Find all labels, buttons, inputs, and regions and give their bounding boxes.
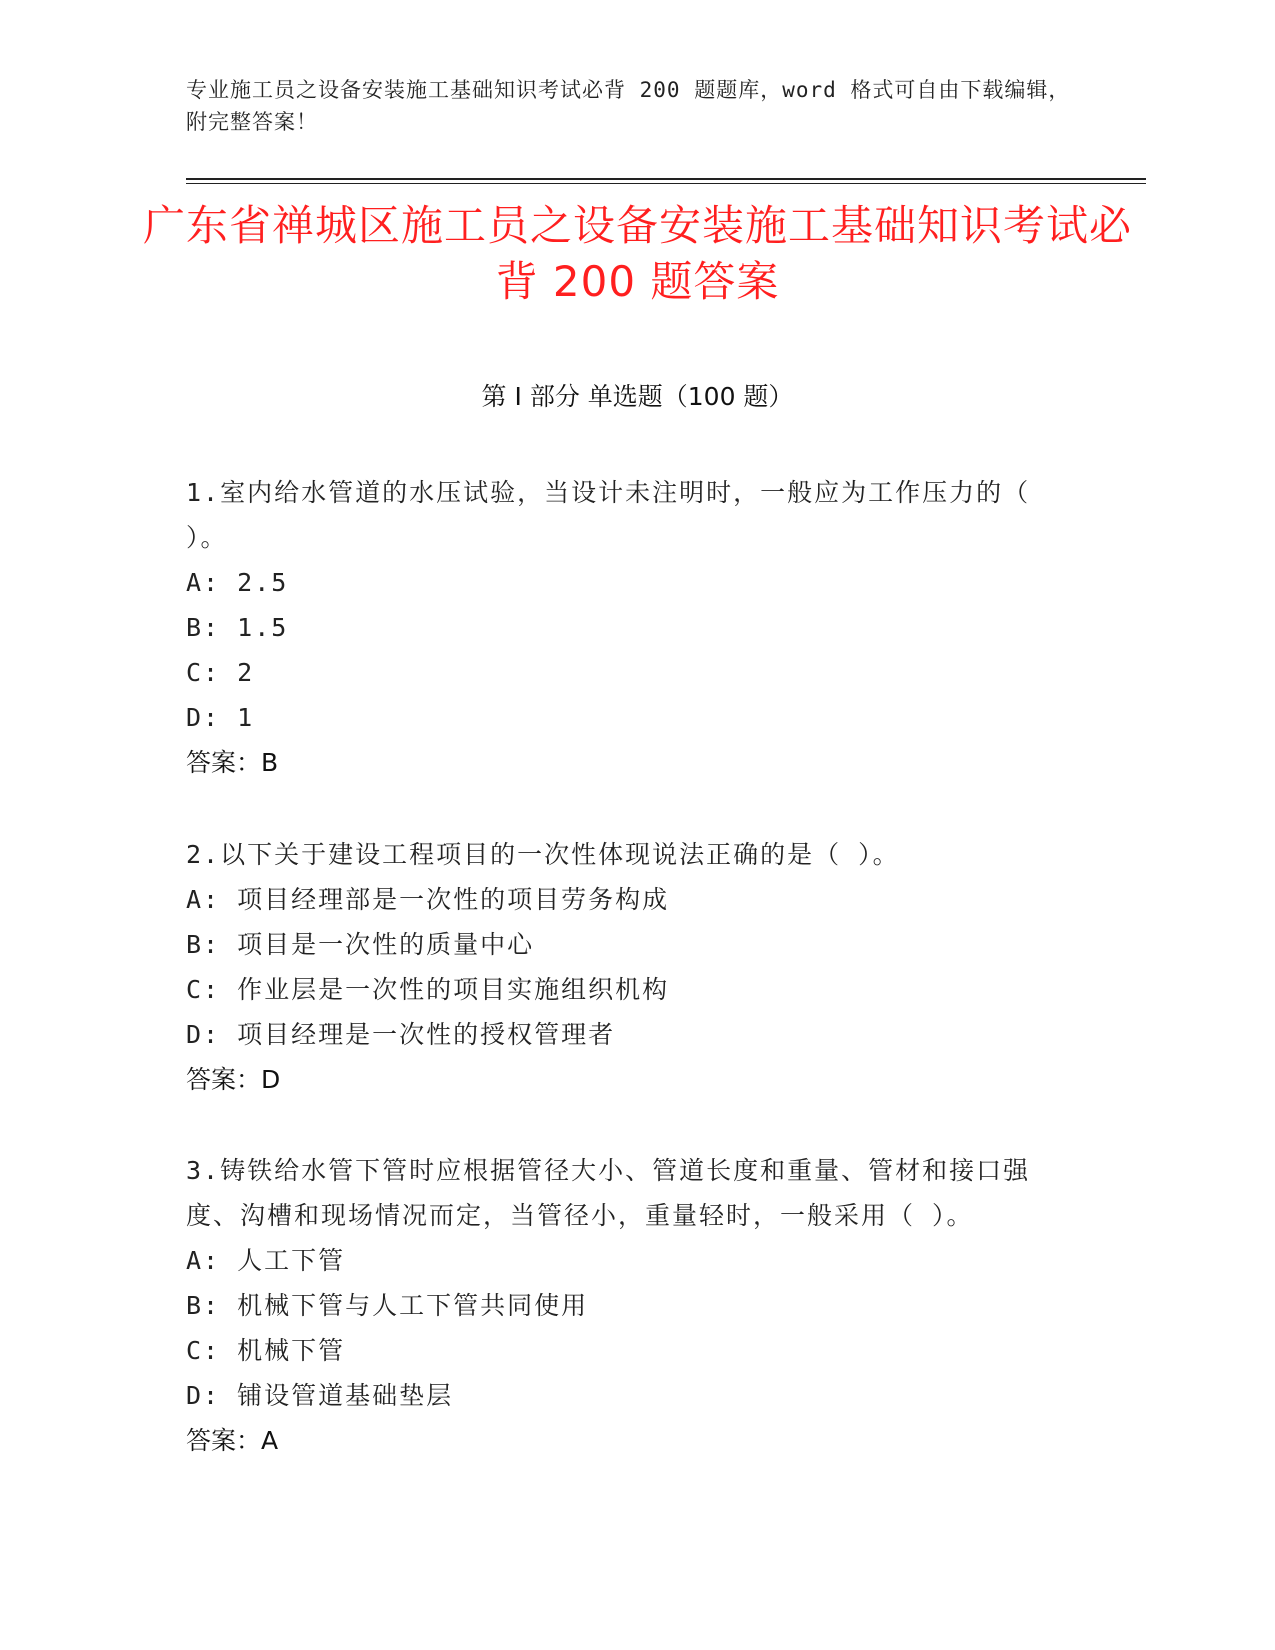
option-c: C: 2 (186, 658, 255, 687)
section-heading: 第 I 部分 单选题（100 题） (481, 382, 794, 411)
option-d: D: 1 (186, 703, 255, 732)
question-stem: 2.以下关于建设工程项目的一次性体现说法正确的是（ ）。 (186, 840, 900, 869)
option-b: B: 1.5 (186, 613, 289, 642)
question-stem: 1.室内给水管道的水压试验，当设计未注明时，一般应为工作压力的（ ）。 (186, 478, 1031, 552)
answer-label: 答案：A (186, 1426, 279, 1455)
option-a: A: 2.5 (186, 568, 289, 597)
header-note: 专业施工员之设备安装施工基础知识考试必背 200 题题库，word 格式可自由下载编辑，附完整答案！ (186, 78, 1071, 134)
option-d: D: 铺设管道基础垫层 (186, 1381, 454, 1410)
question-stem: 3.铸铁给水管下管时应根据管径大小、管道长度和重量、管材和接口强度、沟槽和现场情况而定，当管径小，重量轻时，一般采用（ ）。 (186, 1156, 1031, 1230)
answer-label: 答案：D (186, 1065, 281, 1094)
answer-label: 答案：B (186, 748, 279, 777)
option-a: A: 人工下管 (186, 1246, 346, 1275)
option-c: C: 作业层是一次性的项目实施组织机构 (186, 975, 670, 1004)
document-title: 广东省禅城区施工员之设备安装施工基础知识考试必背 200 题答案 (142, 201, 1132, 306)
option-b: B: 项目是一次性的质量中心 (186, 930, 535, 959)
option-a: A: 项目经理部是一次性的项目劳务构成 (186, 885, 670, 914)
header-divider-thin (186, 183, 1146, 184)
question-3 (186, 1148, 1066, 1463)
header-divider (186, 178, 1146, 180)
option-c: C: 机械下管 (186, 1336, 346, 1365)
question-1 (186, 470, 1066, 785)
option-b: B: 机械下管与人工下管共同使用 (186, 1291, 589, 1320)
option-d: D: 项目经理是一次性的授权管理者 (186, 1020, 616, 1049)
question-2 (186, 832, 1066, 1102)
